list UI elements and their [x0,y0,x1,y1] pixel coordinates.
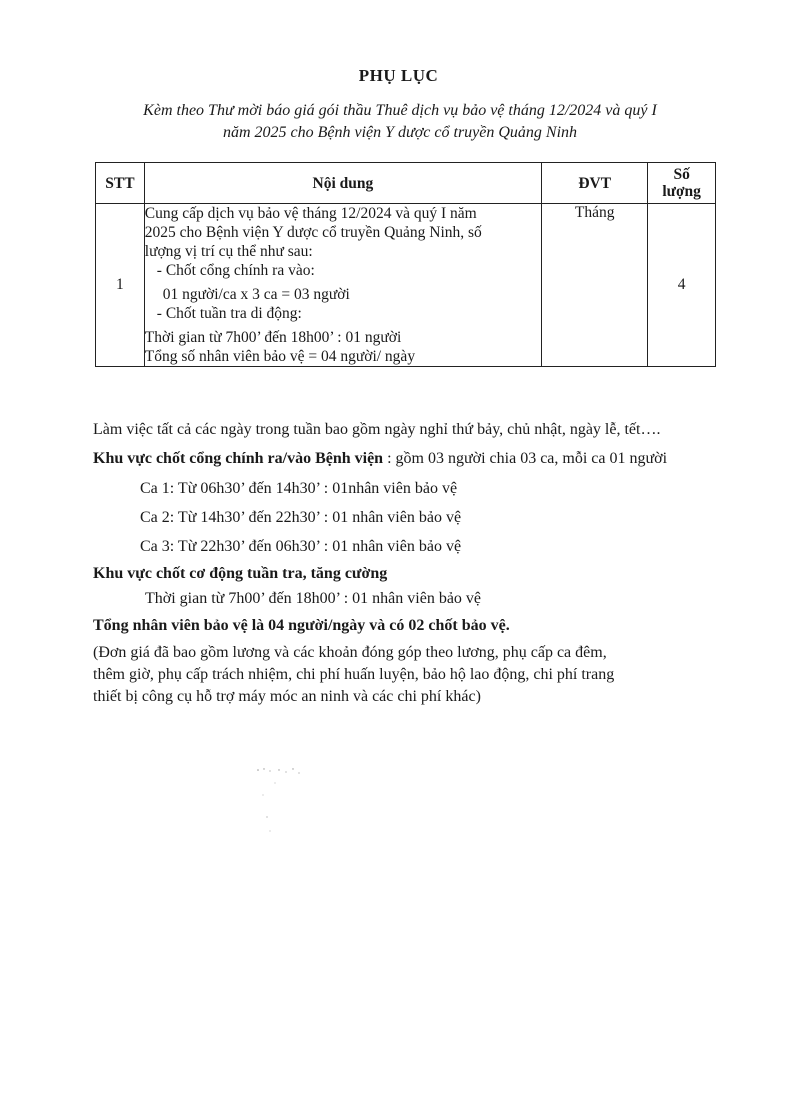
content-line: Cung cấp dịch vụ bảo vệ tháng 12/2024 và quý I năm [144,205,477,222]
subtitle [80,100,720,144]
note-line: (Đơn giá đã bao gồm lương và các khoản đóng góp theo lương, phụ cấp ca đêm, [93,644,607,661]
header-unit: ĐVT [542,163,648,204]
table-header-row [96,163,716,204]
main-gate-heading: Khu vực chốt cổng chính ra/vào Bệnh viện [93,450,384,467]
working-days-text: Làm việc tất cả các ngày trong tuần bao gồm ngày nghỉ thứ bảy, chủ nhật, ngày lễ, tết…. [93,421,661,438]
content-line: - Chốt cổng chính ra vào: [156,262,315,279]
cell-qty: 4 [648,204,716,367]
cell-unit: Tháng [542,204,648,367]
table-row [96,204,716,367]
subtitle-line: Kèm theo Thư mời báo giá gói thầu Thuê dịch vụ bảo vệ tháng 12/2024 và quý I [143,102,657,119]
patrol-heading: Khu vực chốt cơ động tuần tra, tăng cường [93,565,388,582]
shift-item: Ca 2: Từ 14h30’ đến 22h30’ : 01 nhân viên bảo vệ [140,509,462,526]
content-line: - Chốt tuần tra di động: [156,305,302,322]
scan-specks [255,765,335,845]
header-stt: STT [96,163,145,204]
page-title: PHỤ LỤC [358,66,439,85]
content-line: Thời gian từ 7h00’ đến 18h00’ : 01 người [144,329,402,346]
content-line: 2025 cho Bệnh viện Y dược cổ truyền Quảng Ninh, số [144,224,482,241]
cell-content [144,204,541,367]
header-qty [648,163,716,204]
content-line: Tổng số nhân viên bảo vệ = 04 người/ ngày [144,348,416,365]
appendix-table [95,162,716,367]
header-qty-line: lượng [662,183,701,200]
note-line: thêm giờ, phụ cấp trách nhiệm, chi phí huấn luyện, bảo hộ lao động, chi phí trang [93,666,615,683]
note-line: thiết bị công cụ hỗ trợ máy móc an ninh và các chi phí khác) [93,688,481,705]
main-gate-line [93,449,723,469]
cell-stt: 1 [96,204,145,367]
subtitle-line: năm 2025 cho Bệnh viện Y dược cổ truyền Quảng Ninh [222,124,578,141]
shift-item: Ca 1: Từ 06h30’ đến 14h30’ : 01nhân viên bảo vệ [140,480,458,497]
total-staff-text: Tổng nhân viên bảo vệ là 04 người/ngày và có 02 chốt bảo vệ. [93,617,510,634]
header-content: Nội dung [144,163,541,204]
patrol-time: Thời gian từ 7h00’ đến 18h00’ : 01 nhân viên bảo vệ [145,590,482,607]
content-line: lượng vị trí cụ thể như sau: [144,243,313,260]
shift-item: Ca 3: Từ 22h30’ đến 06h30’ : 01 nhân viên bảo vệ [140,538,462,555]
price-note [93,642,723,708]
content-line: 01 người/ca x 3 ca = 03 người [162,286,350,303]
main-gate-detail: : gồm 03 người chia 03 ca, mỗi ca 01 người [387,450,668,467]
header-qty-line: Số [673,166,690,183]
